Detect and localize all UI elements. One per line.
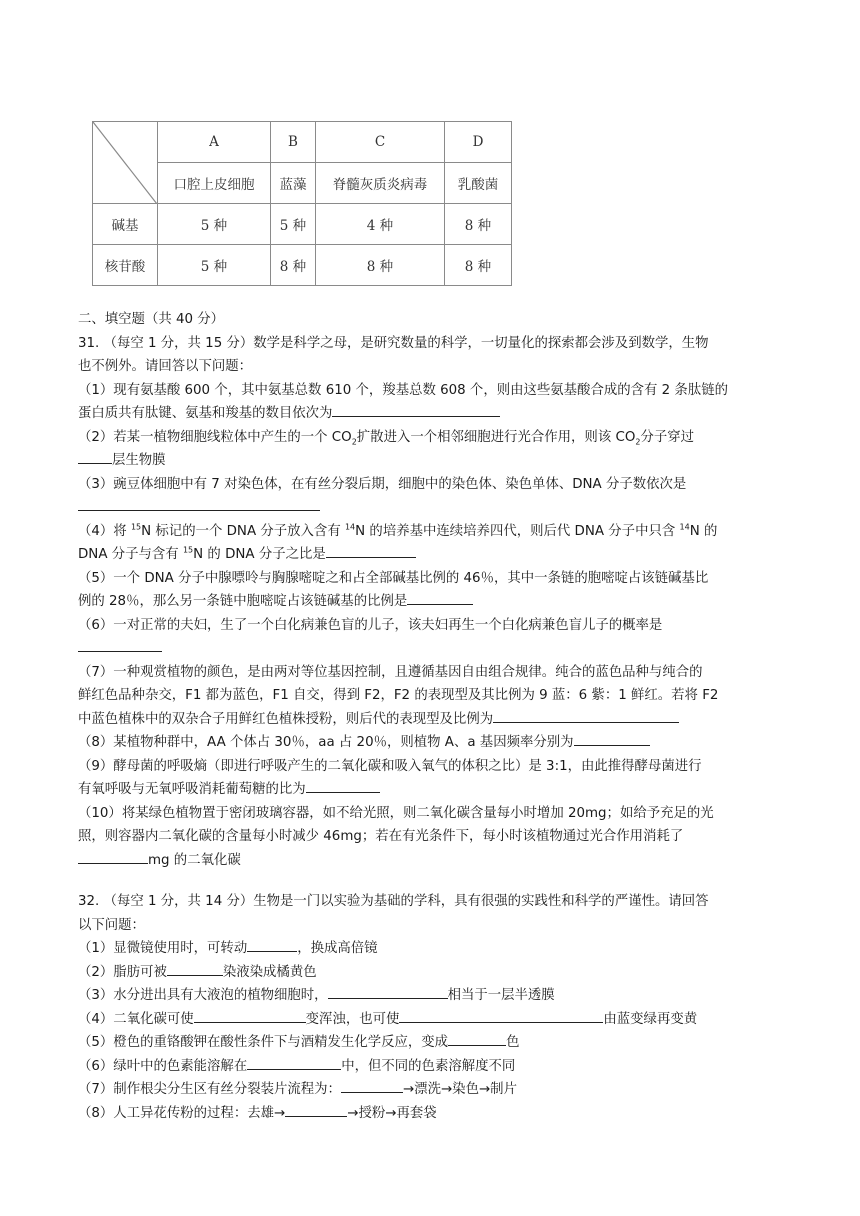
q31-intro-line2: 也不例外。请回答以下问题：: [78, 359, 253, 374]
q32-2-text: 染液染成橘黄色: [222, 964, 317, 980]
table-cell: 5 种: [271, 204, 316, 245]
q31-4-text: N 的 DNA 分子之比是: [193, 547, 326, 562]
table-cell: 4 种: [316, 204, 445, 245]
header-letter-b: B: [271, 122, 316, 163]
subscript: 2: [351, 437, 357, 447]
q31-8-text: （8）某植物种群中，AA 个体占 30％，aa 占 20％，则植物 A、a 基因频率分别为: [78, 735, 574, 750]
q31-5-line1: （5）一个 DNA 分子中腺嘌呤与胸腺嘧啶之和占全部碱基比例的 46％，其中一条链的胞嘧啶占该链碱基比: [78, 570, 709, 586]
q32-7: [78, 1078, 778, 1102]
superscript: 15: [182, 545, 194, 555]
superscript: 14: [679, 522, 690, 532]
q31-2-line2: [78, 449, 778, 473]
answer-blank[interactable]: [194, 1008, 306, 1023]
q31-9-line2: [78, 778, 778, 802]
q31-6-line1: （6）一对正常的夫妇，生了一个白化病兼色盲的儿子，该夫妇再生一个白化病兼色盲儿子的概率是: [78, 617, 663, 633]
q31-7-line1: （7）一种观赏植物的颜色，是由两对等位基因控制，且遵循基因自由组合规律。纯合的蓝色品种与纯合的: [78, 664, 703, 680]
answer-blank[interactable]: [285, 1102, 347, 1117]
q31-1-line2: [78, 402, 778, 426]
q31-2-text: 扩散进入一个相邻细胞进行光合作用，则该 CO: [356, 429, 636, 445]
table-cell: 8 种: [271, 245, 316, 286]
q31-6-line2: [78, 637, 778, 661]
q32-8-text: →授粉→再套袋: [347, 1105, 437, 1121]
q31-7-line3: [78, 708, 778, 732]
q32-1: [78, 937, 778, 961]
q31-8: [78, 731, 778, 755]
table-cell: 8 种: [445, 204, 512, 245]
section-title: 二、填空题（共 40 分）: [78, 312, 225, 327]
answer-blank[interactable]: [247, 937, 297, 952]
q32-intro-line2: 以下问题：: [78, 917, 145, 933]
q32-7-text: （7）制作根尖分生区有丝分裂装片流程为：: [78, 1082, 341, 1097]
answer-blank[interactable]: [448, 1031, 506, 1046]
header-name-d: 乳酸菌: [445, 163, 512, 204]
subscript: 2: [635, 437, 641, 447]
answer-blank[interactable]: [328, 984, 448, 999]
q31-5-line2: [78, 590, 778, 614]
q31-2-line1: [78, 426, 778, 450]
q31-7-line2: 鲜红色品种杂交，F1 都为蓝色，F1 自交，得到 F2，F2 的表现型及其比例为 9 蓝：6 紫：1 鲜红。若将 F2: [78, 688, 719, 703]
q32-2-text: （2）脂肪可被: [78, 964, 167, 980]
superscript: 15: [130, 522, 142, 532]
answer-blank[interactable]: [493, 708, 679, 723]
q31-5-text: 例的 28％，那么另一条链中胞嘧啶占该链碱基的比例是: [78, 594, 408, 609]
answer-blank[interactable]: [326, 543, 416, 558]
q32-5-text: 色: [506, 1035, 520, 1050]
answer-blank[interactable]: [574, 731, 650, 746]
table-cell: 8 种: [445, 245, 512, 286]
q31-4-text: （4）将: [78, 523, 131, 539]
answer-blank[interactable]: [306, 778, 380, 793]
q31-2-text: 层生物膜: [112, 453, 166, 468]
q31-intro-line1: 31. （每空 1 分，共 15 分）数学是科学之母，是研究数量的科学，一切量化的探索都会涉及到数学，生物: [78, 335, 709, 351]
q31-10-text: mg 的二氧化碳: [148, 852, 241, 868]
answer-blank[interactable]: [341, 1078, 403, 1093]
q31-2-text: 分子穿过: [640, 429, 695, 445]
q31-9-text: 有氧呼吸与无氧呼吸消耗葡萄糖的比为: [78, 782, 306, 797]
q32-intro-line1: 32. （每空 1 分，共 14 分）生物是一门以实验为基础的学科，具有很强的实践性和科学的严谨性。请回答: [78, 894, 709, 909]
superscript: 14: [344, 522, 356, 532]
header-name-b: 蓝藻: [271, 163, 316, 204]
q32-8: [78, 1102, 778, 1126]
q32-6-text: （6）绿叶中的色素能溶解在: [78, 1058, 248, 1074]
table-row: [93, 245, 512, 286]
q31-1-text: 蛋白质共有肽键、氨基和羧基的数目依次为: [78, 406, 333, 421]
comparison-table: [92, 121, 512, 286]
q32-6-text: 中，但不同的色素溶解度不同: [341, 1058, 516, 1074]
q32-1-text: ，换成高倍镜: [297, 941, 378, 956]
diagonal-line: [93, 122, 157, 204]
q31-7-text: 中蓝色植株中的双杂合子用鲜红色植株授粉，则后代的表现型及比例为: [78, 711, 494, 727]
q31-3-line1: （3）豌豆体细胞中有 7 对染色体，在有丝分裂后期，细胞中的染色体、染色单体、DNA 分子数依次是: [78, 476, 687, 492]
table-cell: 5 种: [158, 245, 271, 286]
q32-5-text: （5）橙色的重铬酸钾在酸性条件下与酒精发生化学反应，变成: [78, 1035, 449, 1050]
header-letter-a: A: [158, 122, 271, 163]
answer-blank[interactable]: [399, 1008, 603, 1023]
q32-2: [78, 961, 778, 985]
q32-3: [78, 984, 778, 1008]
q32-3-text: （3）水分进出具有大液泡的植物细胞时，: [78, 988, 328, 1003]
answer-blank[interactable]: [167, 961, 223, 976]
row-label: 碱基: [93, 204, 158, 245]
q31-4-text: N 标记的一个 DNA 分子放入含有: [141, 523, 345, 539]
row-label: 核苷酸: [93, 245, 158, 286]
header-name-a: 口腔上皮细胞: [158, 163, 271, 204]
q31-4-line1: [78, 520, 778, 544]
q31-4-line2: [78, 543, 778, 567]
q31-10-line2: 照，则容器内二氧化碳的含量每小时减少 46mg；若在有光条件下，每小时该植物通过光合作用消耗了: [78, 829, 684, 844]
q31-9-line1: （9）酵母菌的呼吸熵（即进行呼吸产生的二氧化碳和吸入氧气的体积之比）是 3:1，由此推得酵母菌进行: [78, 758, 702, 774]
q31-3-line2: [78, 496, 778, 520]
answer-blank[interactable]: [78, 449, 112, 464]
table-diagonal-header-cell: [93, 122, 158, 204]
header-name-c: 脊髓灰质炎病毒: [316, 163, 445, 204]
q32-7-text: →漂洗→染色→制片: [402, 1082, 517, 1097]
q31-2-text: （2）若某一植物细胞线粒体中产生的一个 CO: [78, 429, 352, 445]
table-cell: 5 种: [158, 204, 271, 245]
answer-blank[interactable]: [332, 402, 500, 417]
document-body: [78, 308, 778, 1125]
q31-4-text: DNA 分子与含有: [78, 547, 183, 562]
q32-4-text: 变浑浊，也可使: [305, 1011, 400, 1027]
answer-blank[interactable]: [78, 849, 148, 864]
answer-blank[interactable]: [78, 637, 162, 652]
header-letter-d: D: [445, 122, 512, 163]
answer-blank[interactable]: [247, 1055, 341, 1070]
answer-blank[interactable]: [407, 590, 473, 605]
q32-8-text: （8）人工异花传粉的过程：去雄→: [78, 1105, 286, 1121]
q31-4-text: N 的: [689, 523, 718, 539]
q32-4-text: 由蓝变绿再变黄: [603, 1011, 698, 1027]
header-letter-c: C: [316, 122, 445, 163]
q31-10-line3: [78, 849, 778, 873]
q32-4: [78, 1008, 778, 1032]
table-cell: 8 种: [316, 245, 445, 286]
q32-1-text: （1）显微镜使用时，可转动: [78, 941, 248, 956]
q31-10-line1: （10）将某绿色植物置于密闭玻璃容器，如不给光照，则二氧化碳含量每小时增加 20mg；如给予充足的光: [78, 805, 714, 821]
answer-blank[interactable]: [78, 496, 320, 511]
q31-4-text: N 的培养基中连续培养四代，则后代 DNA 分子中只含: [355, 523, 680, 539]
q32-6: [78, 1055, 778, 1079]
q32-3-text: 相当于一层半透膜: [447, 988, 555, 1003]
q32-5: [78, 1031, 778, 1055]
q32-4-text: （4）二氧化碳可使: [78, 1011, 194, 1027]
table-row: [93, 204, 512, 245]
q31-1-line1: （1）现有氨基酸 600 个，其中氨基总数 610 个，羧基总数 608 个，则由这些氨基酸合成的含有 2 条肽链的: [78, 382, 728, 398]
